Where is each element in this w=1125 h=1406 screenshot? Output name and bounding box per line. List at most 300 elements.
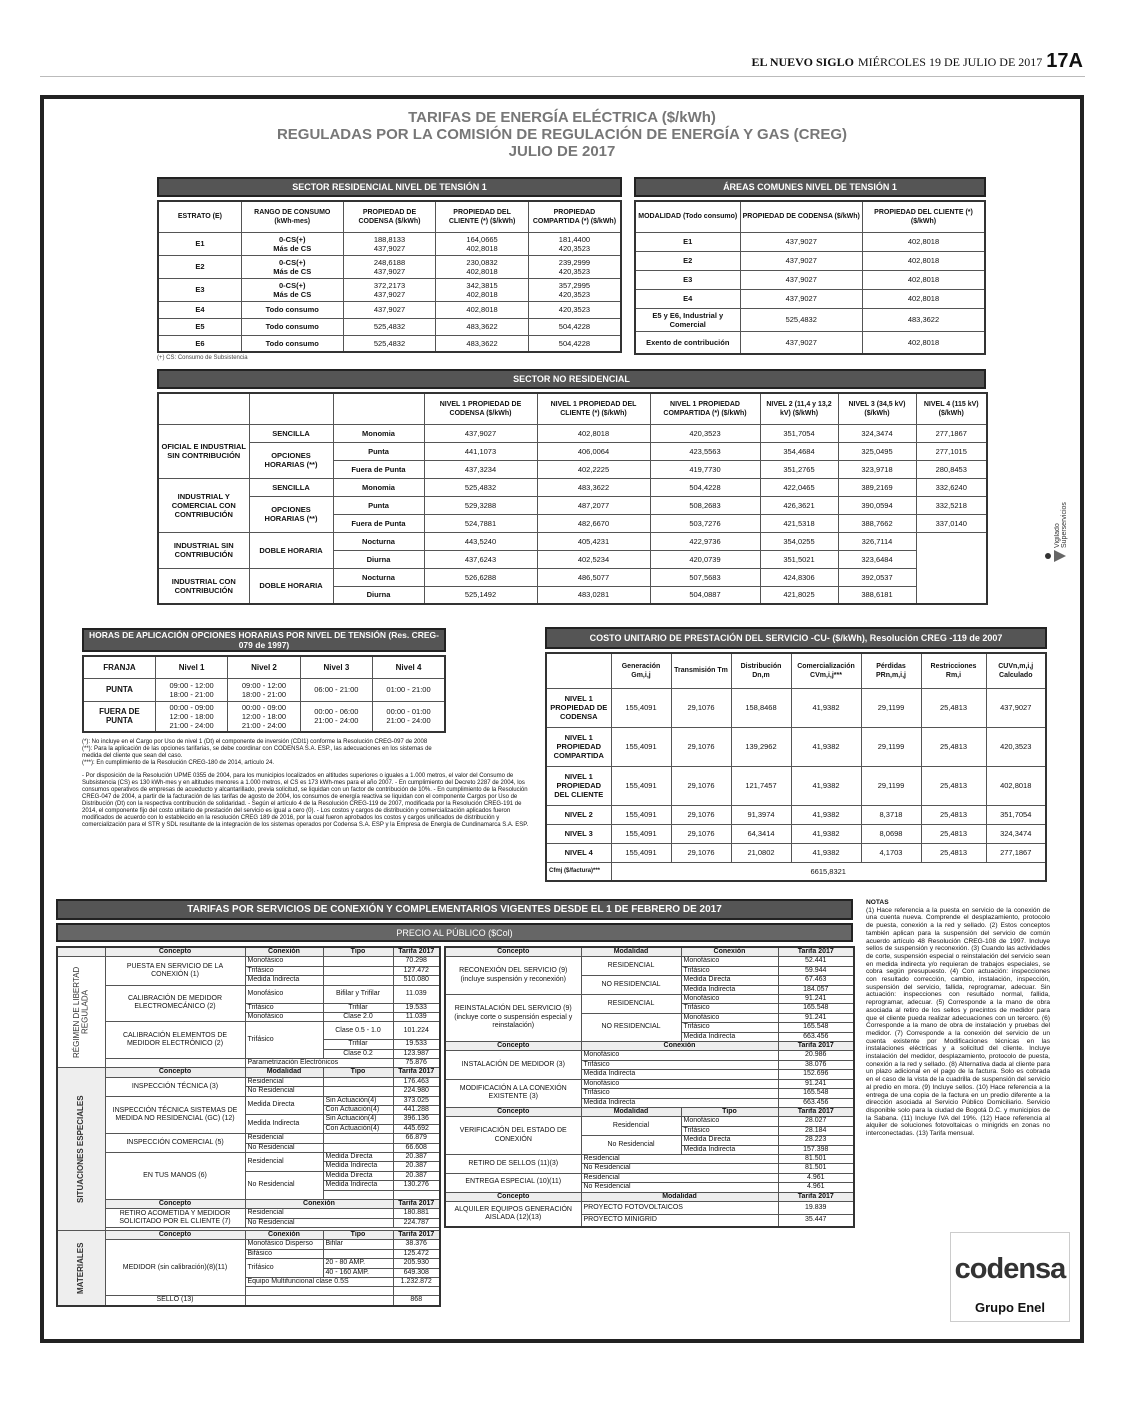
col-tarifa: Tarifa 2017 bbox=[778, 1192, 854, 1201]
col-concepto: Concepto bbox=[445, 1042, 581, 1051]
cell: Monofásico bbox=[245, 985, 323, 1003]
col-header: PROPIEDAD COMPARTIDA (*) ($/kWh) bbox=[528, 201, 621, 232]
period-label: Punta bbox=[333, 442, 424, 460]
notas-section bbox=[866, 899, 1050, 1138]
cell bbox=[323, 966, 393, 975]
col-modalidad: Modalidad bbox=[581, 1107, 681, 1116]
cell: 437,3234 bbox=[424, 460, 537, 478]
cell: Bifilar y Trifilar bbox=[323, 985, 393, 1003]
cell bbox=[323, 1143, 393, 1152]
residencial-note: (+) CS: Consumo de Subsistencia bbox=[157, 355, 248, 361]
option-label: DOBLE HORARIA bbox=[249, 532, 333, 568]
notas-b: - Por disposición de la Resolución UPME 0355 de 2004, para los municipios localizados en altitudes superiores o iguales a 1.000 metros, el valor del Consumo de Subsistencia (CS) es 130 kWh-mes y en altitudes menores a 1.000 metros, el CS es 173 kWh-mes para el año 2007. - En cumplimiento del Decreto 2287 de 2004, los consumos operativos de empresas de acueducto y alcantarillado, previa solicitud, se liquidan con un factor de contribución de 10%. - En cumplimiento de la Resolución CREG-047 de 2004, a partir de la facturación de las tarifas de agosto de 2004, los consumos de energía reactiva se liquidan con el componente Cargos por Uso de Distribución (Dt) con la respectiva contribución de solidaridad. - Según el artículo 4 de la Resolución CREG-119 de 2007, modificada por la Resolución CREG-191 de 2014, el componente fijo del costo unitario de prestación del servicio es igual a cero (0). - Los costos y cargos de distribución y comercialización aplicados fueron modificados de acuerdo con lo establecido en la resolución CREG 189 de 2016, por la cual fueron aprobados los costos y cargos unificados de distribución y comercialización para el STR y SDL resultante de la integración de los sistemas operados por Codensa S.A. ESP y la Empresa de Energía de Cundinamarca S.A. ESP. bbox=[82, 773, 529, 828]
residencial-table bbox=[157, 200, 622, 353]
cell: Trifásico bbox=[581, 1060, 778, 1069]
cell: 437,9027 bbox=[343, 301, 436, 318]
cell bbox=[916, 532, 987, 550]
cell: 437,9027 bbox=[740, 331, 863, 354]
cell: No Residencial bbox=[581, 1164, 778, 1173]
cell bbox=[916, 586, 987, 604]
cell: Bifilar bbox=[323, 1240, 393, 1249]
cell: 441.288 bbox=[393, 1106, 440, 1115]
cell: 437,9027 bbox=[740, 251, 863, 270]
cell: 41,9382 bbox=[791, 805, 861, 824]
title-line-1: TARIFAS DE ENERGÍA ELÉCTRICA ($/kWh) bbox=[408, 109, 716, 126]
cell: Monofásico bbox=[681, 995, 778, 1004]
paper-name: EL NUEVO SIGLO bbox=[751, 55, 854, 69]
side-regimen bbox=[57, 957, 105, 1068]
cell: Todo consumo bbox=[241, 318, 343, 335]
cell: Medida Indirecta bbox=[245, 976, 323, 985]
blank bbox=[333, 393, 424, 424]
cell: RESIDENCIAL bbox=[581, 957, 681, 976]
cell: 224.980 bbox=[393, 1087, 440, 1096]
col-tarifa: Tarifa 2017 bbox=[778, 947, 854, 957]
cell: 0-CS(+) Más de CS bbox=[241, 232, 343, 255]
noresidencial-section bbox=[157, 369, 986, 605]
cell: Trifilar bbox=[323, 1040, 393, 1049]
col-modalidad: Modalidad bbox=[581, 947, 681, 957]
period-label: Diurna bbox=[333, 550, 424, 568]
cell: 06:00 - 21:00 bbox=[300, 678, 372, 701]
cell: 1.232.872 bbox=[393, 1277, 440, 1286]
cell: 443,5240 bbox=[424, 532, 537, 550]
cell: 402,8018 bbox=[436, 301, 529, 318]
conexion-right bbox=[444, 946, 853, 1228]
col-modalidad: Modalidad bbox=[245, 1068, 323, 1077]
cell bbox=[323, 957, 393, 966]
row-mod: MODIFICACIÓN A LA CONEXIÓN EXISTENTE (3) bbox=[445, 1079, 581, 1107]
residencial-section bbox=[157, 177, 622, 362]
cell: Sin Actuación(4) bbox=[323, 1115, 393, 1124]
cell: 351,7054 bbox=[760, 424, 838, 442]
cell: 00:00 - 09:00 12:00 - 18:00 21:00 - 24:00 bbox=[155, 701, 227, 732]
cell: 483,3622 bbox=[537, 478, 650, 496]
cell: 130.276 bbox=[393, 1181, 440, 1190]
cell: No Residencial bbox=[245, 1087, 323, 1096]
cell: 230,0832 402,8018 bbox=[436, 255, 529, 278]
col-conexion: Conexión bbox=[245, 1230, 323, 1239]
side-materiales bbox=[57, 1230, 105, 1305]
col-header: NIVEL 1 PROPIEDAD DE CODENSA ($/kWh) bbox=[424, 393, 537, 424]
cell: Trifásico bbox=[245, 1022, 323, 1059]
cell: 139,2962 bbox=[731, 727, 791, 766]
row-medidor: MEDIDOR (sin calibración)(8)(11) bbox=[105, 1240, 245, 1296]
cell: No Residencial bbox=[245, 1218, 393, 1227]
cell: Con Actuación(4) bbox=[323, 1124, 393, 1133]
cell bbox=[916, 550, 987, 568]
cell: 59.944 bbox=[778, 966, 854, 975]
cell: Medida Directa bbox=[681, 976, 778, 985]
cell: 165.548 bbox=[778, 1004, 854, 1013]
cell: 351,5021 bbox=[760, 550, 838, 568]
col-header: NIVEL 3 (34,5 kV) ($/kWh) bbox=[838, 393, 916, 424]
row-puesta: PUESTA EN SERVICIO DE LA CONEXIÓN (1) bbox=[105, 957, 245, 985]
row-label: E2 bbox=[158, 255, 241, 278]
cell: Trifilar bbox=[323, 1003, 393, 1012]
cell: 525,4832 bbox=[424, 478, 537, 496]
cell: 422,9736 bbox=[650, 532, 760, 550]
cell: 41,9382 bbox=[791, 766, 861, 805]
cell: 239,2999 420,3523 bbox=[528, 255, 621, 278]
cell: 29,1076 bbox=[671, 824, 731, 843]
row-label: NIVEL 1 PROPIEDAD DE CODENSA bbox=[546, 688, 611, 727]
cell: 337,0140 bbox=[916, 514, 987, 532]
cell: 41,9382 bbox=[791, 688, 861, 727]
cell: Clase 0.2 bbox=[323, 1049, 393, 1058]
cell bbox=[323, 1134, 393, 1143]
cell: 157.398 bbox=[778, 1145, 854, 1154]
cell: 649.308 bbox=[393, 1268, 440, 1277]
col-concepto: Concepto bbox=[105, 947, 245, 957]
areas-title: ÁREAS COMUNES NIVEL DE TENSIÓN 1 bbox=[634, 177, 986, 197]
cell: 121,7457 bbox=[731, 766, 791, 805]
group-label: OFICIAL E INDUSTRIAL SIN CONTRIBUCIÓN bbox=[158, 424, 249, 478]
cell: 422,0465 bbox=[760, 478, 838, 496]
col-concepto: Concepto bbox=[445, 947, 581, 957]
cell: 402,8018 bbox=[863, 270, 986, 289]
cell: Medida Indirecta bbox=[681, 1032, 778, 1041]
period-label: Fuera de Punta bbox=[333, 460, 424, 478]
cell: 437,9027 bbox=[740, 289, 863, 308]
cell: 420,0739 bbox=[650, 550, 760, 568]
cell: 224.787 bbox=[393, 1218, 440, 1227]
cell: 277,1015 bbox=[916, 442, 987, 460]
cell: 29,1076 bbox=[671, 688, 731, 727]
issue-date: MIÉRCOLES 19 DE JULIO DE 2017 bbox=[857, 55, 1043, 69]
cell: 19.839 bbox=[778, 1201, 854, 1214]
cell: 396.136 bbox=[393, 1115, 440, 1124]
row-manos: EN TUS MANOS (6) bbox=[105, 1153, 245, 1200]
col-header: Nivel 2 bbox=[228, 656, 300, 678]
cell: 165.548 bbox=[778, 1089, 854, 1098]
cell: 524,7881 bbox=[424, 514, 537, 532]
cell: 38.076 bbox=[778, 1060, 854, 1069]
cell: Trifásico bbox=[581, 1089, 778, 1098]
page-title bbox=[44, 109, 1080, 160]
cell: 20.387 bbox=[393, 1153, 440, 1162]
nota-a-3: (***): En cumplimiento de la Resolución CREG-180 de 2014, artículo 24. bbox=[82, 760, 275, 766]
cell: Medida Indirecta bbox=[581, 1098, 778, 1107]
row-insp: INSPECCIÓN TÉCNICA (3) bbox=[105, 1077, 245, 1096]
cell: PROYECTO FOTOVOLTAICOS bbox=[581, 1201, 778, 1214]
cell: Parametrización Electrónicos bbox=[245, 1059, 393, 1068]
cell: Residencial bbox=[581, 1154, 778, 1163]
cell bbox=[916, 568, 987, 586]
col-concepto: Concepto bbox=[445, 1107, 581, 1116]
col-concepto: Concepto bbox=[445, 1192, 581, 1201]
blank bbox=[249, 393, 333, 424]
cell: Residencial bbox=[245, 1209, 393, 1218]
cell: 25,4813 bbox=[921, 805, 986, 824]
cell: Medida Indirecta bbox=[245, 1115, 323, 1134]
cell: 29,1076 bbox=[671, 727, 731, 766]
cell: 326,7114 bbox=[838, 532, 916, 550]
col-header: RANGO DE CONSUMO (kWh-mes) bbox=[241, 201, 343, 232]
cell: Monofásico bbox=[681, 957, 778, 966]
cell: 155,4091 bbox=[611, 727, 671, 766]
cell: 248,6188 437,9027 bbox=[343, 255, 436, 278]
col-tipo: Tipo bbox=[323, 947, 393, 957]
cell: 25,4813 bbox=[921, 766, 986, 805]
superservicios-text: Vigilado Superservicios bbox=[1054, 502, 1068, 548]
col-header: PROPIEDAD DE CODENSA ($/kWh) bbox=[343, 201, 436, 232]
cell: 29,1199 bbox=[861, 688, 921, 727]
cell: 402,8018 bbox=[986, 766, 1046, 805]
cell: 525,1492 bbox=[424, 586, 537, 604]
cell: No Residencial bbox=[245, 1143, 323, 1152]
cell: 332,5218 bbox=[916, 496, 987, 514]
group-label: INDUSTRIAL Y COMERCIAL CON CONTRIBUCIÓN bbox=[158, 478, 249, 532]
cell: Monofásico bbox=[681, 1013, 778, 1022]
col-header: ESTRATO (E) bbox=[158, 201, 241, 232]
side-col-header bbox=[57, 947, 105, 957]
col-header: MODALIDAD (Todo consumo) bbox=[635, 201, 740, 232]
codensa-logo: codensa bbox=[954, 1253, 1066, 1285]
cell: 21,0802 bbox=[731, 843, 791, 862]
cell: Medida Directa bbox=[323, 1153, 393, 1162]
cell: Medida Indirecta bbox=[581, 1070, 778, 1079]
cell: 437,9027 bbox=[740, 270, 863, 289]
cell: 28.027 bbox=[778, 1117, 854, 1126]
notas-text: (1) Hace referencia a la puesta en servicio de la conexión de una cuenta nueva. Comprende el desplazamiento, protocolo de puesta, conexión a la red y sellado. (2) Estos conceptos también aplican para la suspensión del servicio de común acuerdo artículo 48 Resolución CREG-108 de 1997. Incluye sellos de suspensión y reconexión. (3) Cuando las actividades de corte, suspensión especial o reinstalación del servicio sean en medida indirecta y/o requieran de trabajos especiales, se cobra según presupuesto. (4) Con actuación: inspecciones con resultado corrección, cambio, instalación, inspección, suspensión del servicio, fallida, reprogramar, adecuar. Sin actuación: inspecciones con resultado normal, fallida, reprogramar, adecuar. (5) Corresponde a la mano de obra asociada al retiro de los sellos y precintos de medidor para que el cliente pueda realizar adecuaciones con un tercero. (6) Corresponde a la mano de obra de instalación y pruebas del medidor. (7) Corresponde a la conexión del servicio de un cuenta existente por Modificaciones técnicas en las instalaciones eléctricas y a solicitud del cliente. Incluye instalación del medidor, desplazamiento, protocolo de puesta, conexión a la red y sellado. (8) Alternativa dada al cliente para un plazo adicional en el pago de la factura. Solo es cobrada en el caso de la vista de la cuadrilla de suspensión del servicio al predio en mora. (9) Incluye sellos. (10) Hace referencia a la entrega de una copia de la factura en un predio diferente a la dirección asociada al Servicio Público Domiciliario. Servicio disponible solo para la ciudad de Bogotá D.C. y municipios de la Sabana. (11) Incluye IVA del 19%. (12) Hace referencia al alquiler de soluciones fotovoltaicas o minigrids en zonas no interconectadas. (13) Tarifa mensual. bbox=[866, 906, 1050, 1138]
cell: 354,0255 bbox=[760, 532, 838, 550]
cell: Residencial bbox=[581, 1117, 681, 1136]
row-entrega: ENTREGA ESPECIAL (10)(11) bbox=[445, 1173, 581, 1192]
residencial-title: SECTOR RESIDENCIAL NIVEL DE TENSIÓN 1 bbox=[157, 177, 622, 197]
cell: Sin Actuación(4) bbox=[323, 1096, 393, 1105]
cell: 445.692 bbox=[393, 1124, 440, 1133]
cell: 405,4231 bbox=[537, 532, 650, 550]
cell: 164,0665 402,8018 bbox=[436, 232, 529, 255]
row-sellos: RETIRO DE SELLOS (11)(3) bbox=[445, 1154, 581, 1173]
cell: 389,2169 bbox=[838, 478, 916, 496]
row-calib-med: CALIBRACIÓN DE MEDIDOR ELECTROMECÁNICO (2) bbox=[105, 985, 245, 1022]
col-concepto: Concepto bbox=[105, 1230, 245, 1239]
group-label: INDUSTRIAL CON CONTRIBUCIÓN bbox=[158, 568, 249, 604]
cell: 20.387 bbox=[393, 1162, 440, 1171]
cell: 351,7054 bbox=[986, 805, 1046, 824]
cell: 09:00 - 12:00 18:00 - 21:00 bbox=[228, 678, 300, 701]
cell: Medida Indirecta bbox=[323, 1162, 393, 1171]
cell: 41,9382 bbox=[791, 824, 861, 843]
col-conexion: Conexión bbox=[581, 1042, 778, 1051]
cell: 188,8133 437,9027 bbox=[343, 232, 436, 255]
cell: 357,2995 420,3523 bbox=[528, 278, 621, 301]
conexion-right-table bbox=[444, 946, 855, 1228]
group-label: INDUSTRIAL SIN CONTRIBUCIÓN bbox=[158, 532, 249, 568]
cell: 25,4813 bbox=[921, 688, 986, 727]
row-label: E3 bbox=[158, 278, 241, 301]
cell: No Residencial bbox=[581, 1136, 681, 1155]
cell: 20.387 bbox=[393, 1171, 440, 1180]
cell: 64,3414 bbox=[731, 824, 791, 843]
cell: 373.025 bbox=[393, 1096, 440, 1105]
cell: 406,0064 bbox=[537, 442, 650, 460]
cell: 155,4091 bbox=[611, 824, 671, 843]
cell: RESIDENCIAL bbox=[581, 995, 681, 1014]
cell: Monofásico bbox=[581, 1051, 778, 1060]
cell: Residencial bbox=[245, 1077, 323, 1086]
col-conexion: Conexión bbox=[245, 1199, 393, 1208]
cell: 437,9027 bbox=[986, 688, 1046, 727]
period-label: Monomia bbox=[333, 424, 424, 442]
cell: 181,4400 420,3523 bbox=[528, 232, 621, 255]
cell: 663.456 bbox=[778, 1098, 854, 1107]
period-label: Monomia bbox=[333, 478, 424, 496]
cell: 38.376 bbox=[393, 1240, 440, 1249]
cell: 41,9382 bbox=[791, 843, 861, 862]
col-conexion: Conexión bbox=[681, 947, 778, 957]
cell: 351,2765 bbox=[760, 460, 838, 478]
row-label: E4 bbox=[158, 301, 241, 318]
cell: 11.039 bbox=[393, 1012, 440, 1021]
row-recon: RECONEXIÓN DEL SERVICIO (9) (incluye suspensión y reconexión) bbox=[445, 957, 581, 995]
cell: 184.057 bbox=[778, 985, 854, 994]
cell: 388,7662 bbox=[838, 514, 916, 532]
option-label: OPCIONES HORARIAS (**) bbox=[249, 442, 333, 478]
cell: 70.298 bbox=[393, 957, 440, 966]
cell: 419,7730 bbox=[650, 460, 760, 478]
cell: Trifásico bbox=[681, 1023, 778, 1032]
nota-a-1: (*): No incluye en el Cargo por Uso de nivel 1 (Dt) el componente de inversión (CDI1) conforme la Resolución CREG-097 de 2008 bbox=[82, 739, 428, 745]
cell: 25,4813 bbox=[921, 843, 986, 862]
cell: 29,1076 bbox=[671, 843, 731, 862]
cell: 483,0281 bbox=[537, 586, 650, 604]
cell: 437,9027 bbox=[424, 424, 537, 442]
cell: 507,5683 bbox=[650, 568, 760, 586]
cell: 402,8018 bbox=[863, 331, 986, 354]
cell: 663.456 bbox=[778, 1032, 854, 1041]
cell: 372,2173 437,9027 bbox=[343, 278, 436, 301]
conexion-title: TARIFAS POR SERVICIOS DE CONEXIÓN Y COMPLEMENTARIOS VIGENTES DESDE EL 1 DE FEBRERO DE 2017 bbox=[56, 899, 853, 920]
cell: 332,6240 bbox=[916, 478, 987, 496]
cell: 25,4813 bbox=[921, 824, 986, 843]
cell: 20.986 bbox=[778, 1051, 854, 1060]
cell: 180.881 bbox=[393, 1209, 440, 1218]
cell bbox=[245, 1296, 393, 1306]
cell: 424,8306 bbox=[760, 568, 838, 586]
cell: 155,4091 bbox=[611, 688, 671, 727]
col-header: FRANJA bbox=[83, 656, 155, 678]
cell: 09:00 - 12:00 18:00 - 21:00 bbox=[155, 678, 227, 701]
option-label: OPCIONES HORARIAS (**) bbox=[249, 496, 333, 532]
cell: 342,3815 402,8018 bbox=[436, 278, 529, 301]
grupo-enel: Grupo Enel bbox=[974, 1300, 1046, 1315]
cell: 280,8453 bbox=[916, 460, 987, 478]
cell: 00:00 - 01:00 21:00 - 24:00 bbox=[373, 701, 445, 732]
areas-table bbox=[634, 200, 986, 355]
cell: 525,4832 bbox=[343, 318, 436, 335]
col-tarifa: Tarifa 2017 bbox=[393, 947, 440, 957]
row-label: NIVEL 2 bbox=[546, 805, 611, 824]
costo-title: COSTO UNITARIO DE PRESTACIÓN DEL SERVICIO -CU- ($/kWh), Resolución CREG -119 de 2007 bbox=[545, 627, 1047, 649]
cell: 4.961 bbox=[778, 1173, 854, 1182]
cell: 155,4091 bbox=[611, 805, 671, 824]
cell: 421,5318 bbox=[760, 514, 838, 532]
period-label: Nocturna bbox=[333, 568, 424, 586]
cell: Con Actuación(4) bbox=[323, 1106, 393, 1115]
col-tarifa: Tarifa 2017 bbox=[393, 1199, 440, 1208]
side-situaciones bbox=[57, 1068, 105, 1231]
noresidencial-title: SECTOR NO RESIDENCIAL bbox=[157, 369, 986, 389]
option-label: SENCILLA bbox=[249, 478, 333, 496]
cell: 504,0887 bbox=[650, 586, 760, 604]
cell: Monofásico bbox=[681, 1117, 778, 1126]
cell: 483,3622 bbox=[436, 335, 529, 352]
col-header: NIVEL 4 (115 kV) ($/kWh) bbox=[916, 393, 987, 424]
row-insp-com: INSPECCIÓN COMERCIAL (5) bbox=[105, 1134, 245, 1153]
cell: 504,4228 bbox=[650, 478, 760, 496]
conexion-subtitle: PRECIO AL PÚBLICO ($Col) bbox=[56, 923, 853, 942]
cell: 152.696 bbox=[778, 1070, 854, 1079]
cell: 277,1867 bbox=[986, 843, 1046, 862]
cell: 388,6181 bbox=[838, 586, 916, 604]
cell: Trifásico bbox=[245, 1259, 323, 1278]
col-header: CUVn,m,i,j Calculado bbox=[986, 653, 1046, 688]
cell: 20 - 80 AMP. bbox=[323, 1259, 393, 1268]
horas-title: HORAS DE APLICACIÓN OPCIONES HORARIAS POR NIVEL DE TENSIÓN (Res. CREG-079 de 1997) bbox=[82, 628, 446, 652]
cell: 91.241 bbox=[778, 1013, 854, 1022]
cell: Monofásico Disperso bbox=[245, 1240, 323, 1249]
cell: 8,3718 bbox=[861, 805, 921, 824]
cell bbox=[105, 1059, 245, 1068]
horas-section bbox=[82, 628, 529, 829]
cell: 277,1867 bbox=[916, 424, 987, 442]
superservicios-mark bbox=[1040, 500, 1070, 560]
row-label: NIVEL 4 bbox=[546, 843, 611, 862]
cell: 155,4091 bbox=[611, 766, 671, 805]
cell bbox=[323, 1249, 393, 1258]
cell: Medida Indirecta bbox=[681, 985, 778, 994]
cell: 29,1076 bbox=[671, 805, 731, 824]
row-label: NIVEL 1 PROPIEDAD DEL CLIENTE bbox=[546, 766, 611, 805]
row-retiro: RETIRO ACOMETIDA Y MEDIDOR SOLICITADO POR EL CLIENTE (7) bbox=[105, 1209, 245, 1228]
period-label: Nocturna bbox=[333, 532, 424, 550]
cell: 324,3474 bbox=[838, 424, 916, 442]
col-header: Generación Gm,i,j bbox=[611, 653, 671, 688]
cell: 41,9382 bbox=[791, 727, 861, 766]
cell: Equipo Multifuncional clase 0.5S bbox=[245, 1277, 393, 1286]
cell: Monofásico bbox=[581, 1079, 778, 1088]
cell: 176.463 bbox=[393, 1077, 440, 1086]
col-header: NIVEL 2 (11,4 y 13,2 kV) ($/kWh) bbox=[760, 393, 838, 424]
cell: 29,1199 bbox=[861, 766, 921, 805]
notas-a bbox=[82, 739, 446, 767]
cell: Trifásico bbox=[245, 966, 323, 975]
cell: Clase 0.5 - 1.0 bbox=[323, 1022, 393, 1040]
page-number: 17A bbox=[1046, 50, 1083, 72]
cell: 323,6484 bbox=[838, 550, 916, 568]
cell: 420,3523 bbox=[986, 727, 1046, 766]
notas-title: NOTAS bbox=[866, 899, 889, 906]
cell: Medida Indirecta bbox=[323, 1181, 393, 1190]
side-materiales-label: MATERIALES bbox=[76, 1242, 86, 1294]
cell: 392,0537 bbox=[838, 568, 916, 586]
side-situaciones-label: SITUACIONES ESPECIALES bbox=[76, 1095, 86, 1203]
row-label: E6 bbox=[158, 335, 241, 352]
col-tarifa: Tarifa 2017 bbox=[778, 1042, 854, 1051]
cell: 868 bbox=[393, 1296, 440, 1306]
cell: Monofásico bbox=[245, 957, 323, 966]
row-label: E5 bbox=[158, 318, 241, 335]
col-header: PROPIEDAD DE CODENSA ($/kWh) bbox=[740, 201, 863, 232]
cell: Residencial bbox=[245, 1153, 323, 1172]
cell: 91.241 bbox=[778, 995, 854, 1004]
cell: Bifásico bbox=[245, 1249, 323, 1258]
cell: 66.879 bbox=[393, 1134, 440, 1143]
cell: 29,1199 bbox=[861, 727, 921, 766]
